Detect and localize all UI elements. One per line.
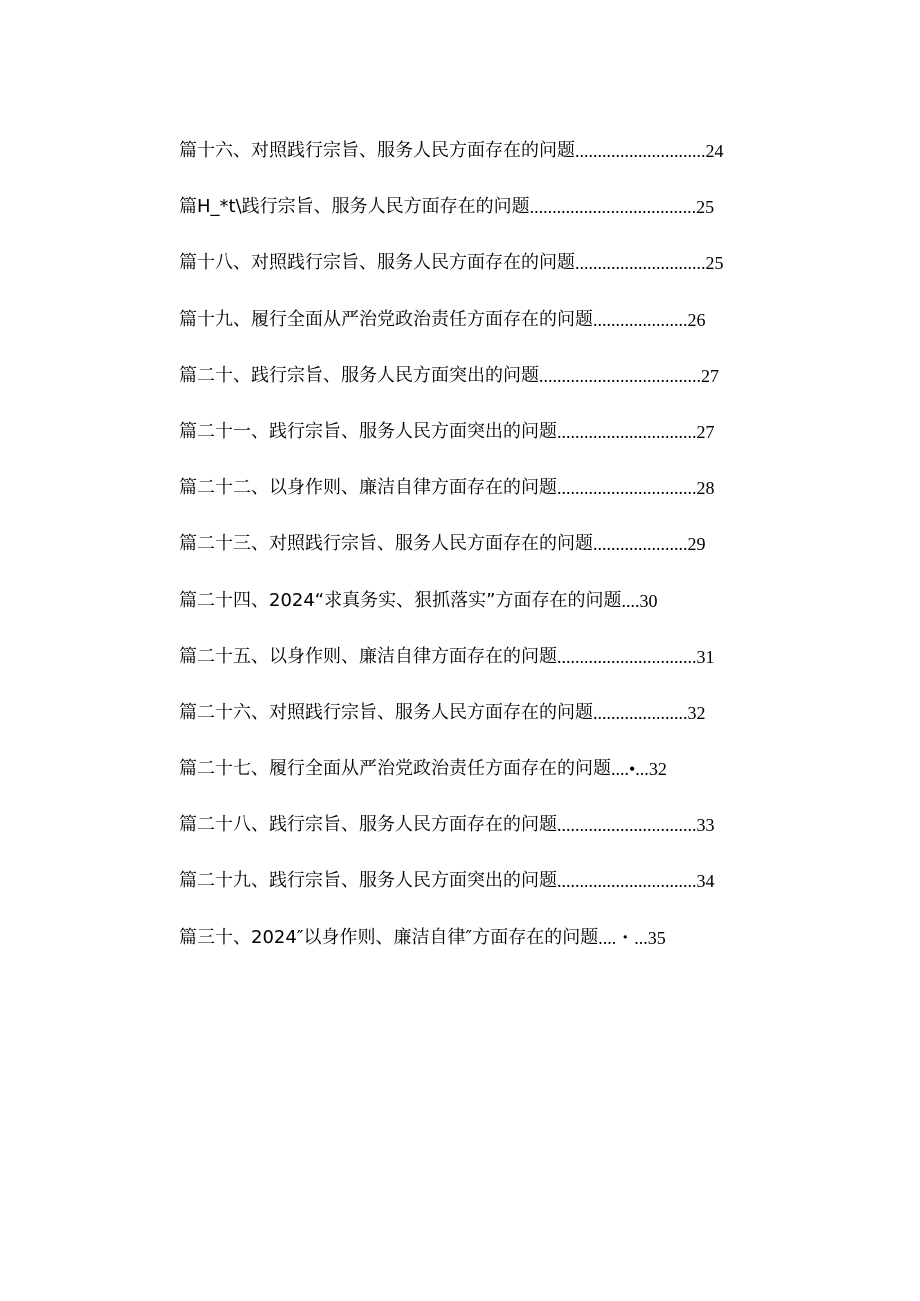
toc-entry-title: 篇二十七、履行全面从严治党政治责任方面存在的问题	[179, 758, 611, 780]
toc-entry-title: 篇二十八、践行宗旨、服务人民方面存在的问题	[179, 814, 557, 836]
toc-entry-leader: ...............................	[557, 646, 697, 667]
toc-entry-page: 29	[687, 534, 706, 555]
toc-entry[interactable]	[179, 754, 779, 810]
toc-entry[interactable]	[179, 192, 779, 248]
toc-entry[interactable]	[179, 586, 779, 642]
toc-entry-title: 篇二十一、践行宗旨、服务人民方面突出的问题	[179, 420, 557, 442]
toc-entry-page: 31	[696, 646, 715, 667]
toc-entry-leader: .....................	[593, 534, 688, 555]
toc-entry-title: 篇十八、对照践行宗旨、服务人民方面存在的问题	[179, 252, 575, 274]
toc-entry[interactable]	[179, 305, 779, 361]
toc-entry-leader: ...............................	[557, 421, 697, 442]
toc-entry-leader: ....・...	[598, 927, 648, 948]
toc-entry[interactable]	[179, 361, 779, 417]
toc-entry-page: 25	[696, 197, 715, 218]
toc-entry-title: 篇二十九、践行宗旨、服务人民方面突出的问题	[179, 870, 557, 892]
toc-entry-leader: ....•...	[611, 759, 649, 780]
toc-entry-leader: .....................	[593, 702, 688, 723]
toc-entry-leader: .............................	[575, 141, 706, 161]
toc-entry-title: 篇二十六、对照践行宗旨、服务人民方面存在的问题	[179, 701, 593, 723]
toc-entry-page: 28	[696, 478, 715, 499]
toc-entry-leader: ...............................	[557, 815, 697, 836]
toc-entry-leader: .....................	[593, 309, 688, 330]
toc-entry[interactable]	[179, 866, 779, 922]
toc-entry-title: 篇十九、履行全面从严治党政治责任方面存在的问题	[179, 308, 593, 330]
toc-entry-title: 篇二十五、以身作则、廉洁自律方面存在的问题	[179, 645, 557, 667]
toc-entry[interactable]	[179, 417, 779, 473]
toc-entry-page: 30	[639, 590, 658, 611]
toc-entry-page: 24	[705, 141, 724, 161]
toc-entry[interactable]	[179, 923, 779, 979]
toc-entry-leader: ....	[621, 590, 640, 611]
toc-entry-page: 34	[696, 871, 715, 892]
toc-entry-title: 篇二十四、2024“求真务实、狠抓落实”方面存在的问题	[179, 589, 622, 611]
toc-entry-leader: .............................	[575, 253, 706, 274]
toc-entry[interactable]	[179, 642, 779, 698]
toc-entry[interactable]	[179, 810, 779, 866]
toc-entry-leader: ....................................	[539, 365, 701, 386]
toc-entry-title: 篇二十、践行宗旨、服务人民方面突出的问题	[179, 364, 539, 386]
toc-entry[interactable]	[179, 698, 779, 754]
toc-entry-page: 26	[687, 309, 706, 330]
toc-entry-title: 篇二十三、对照践行宗旨、服务人民方面存在的问题	[179, 533, 593, 555]
toc-entry[interactable]	[179, 473, 779, 529]
toc-entry-title: 篇三十、2024″以身作则、廉洁自律″方面存在的问题	[179, 926, 599, 948]
toc-entry-page: 32	[687, 702, 706, 723]
toc-entry-page: 35	[647, 927, 666, 948]
toc-entry-page: 33	[696, 815, 715, 836]
toc-entry-page: 27	[696, 421, 715, 442]
toc-entry-page: 32	[648, 759, 667, 780]
toc-entry-page: 27	[701, 365, 719, 386]
table-of-contents	[179, 136, 779, 979]
toc-entry[interactable]	[179, 529, 779, 585]
toc-entry[interactable]	[179, 136, 779, 192]
toc-entry-title: 篇H_*t\践行宗旨、服务人民方面存在的问题	[179, 196, 530, 218]
toc-entry-leader: ...............................	[557, 478, 697, 499]
toc-entry-title: 篇二十二、以身作则、廉洁自律方面存在的问题	[179, 477, 557, 499]
toc-entry-leader: .....................................	[529, 197, 697, 218]
toc-entry-title: 篇十六、对照践行宗旨、服务人民方面存在的问题	[179, 140, 575, 161]
toc-entry[interactable]	[179, 248, 779, 304]
toc-entry-page: 25	[705, 253, 724, 274]
toc-entry-leader: ...............................	[557, 871, 697, 892]
